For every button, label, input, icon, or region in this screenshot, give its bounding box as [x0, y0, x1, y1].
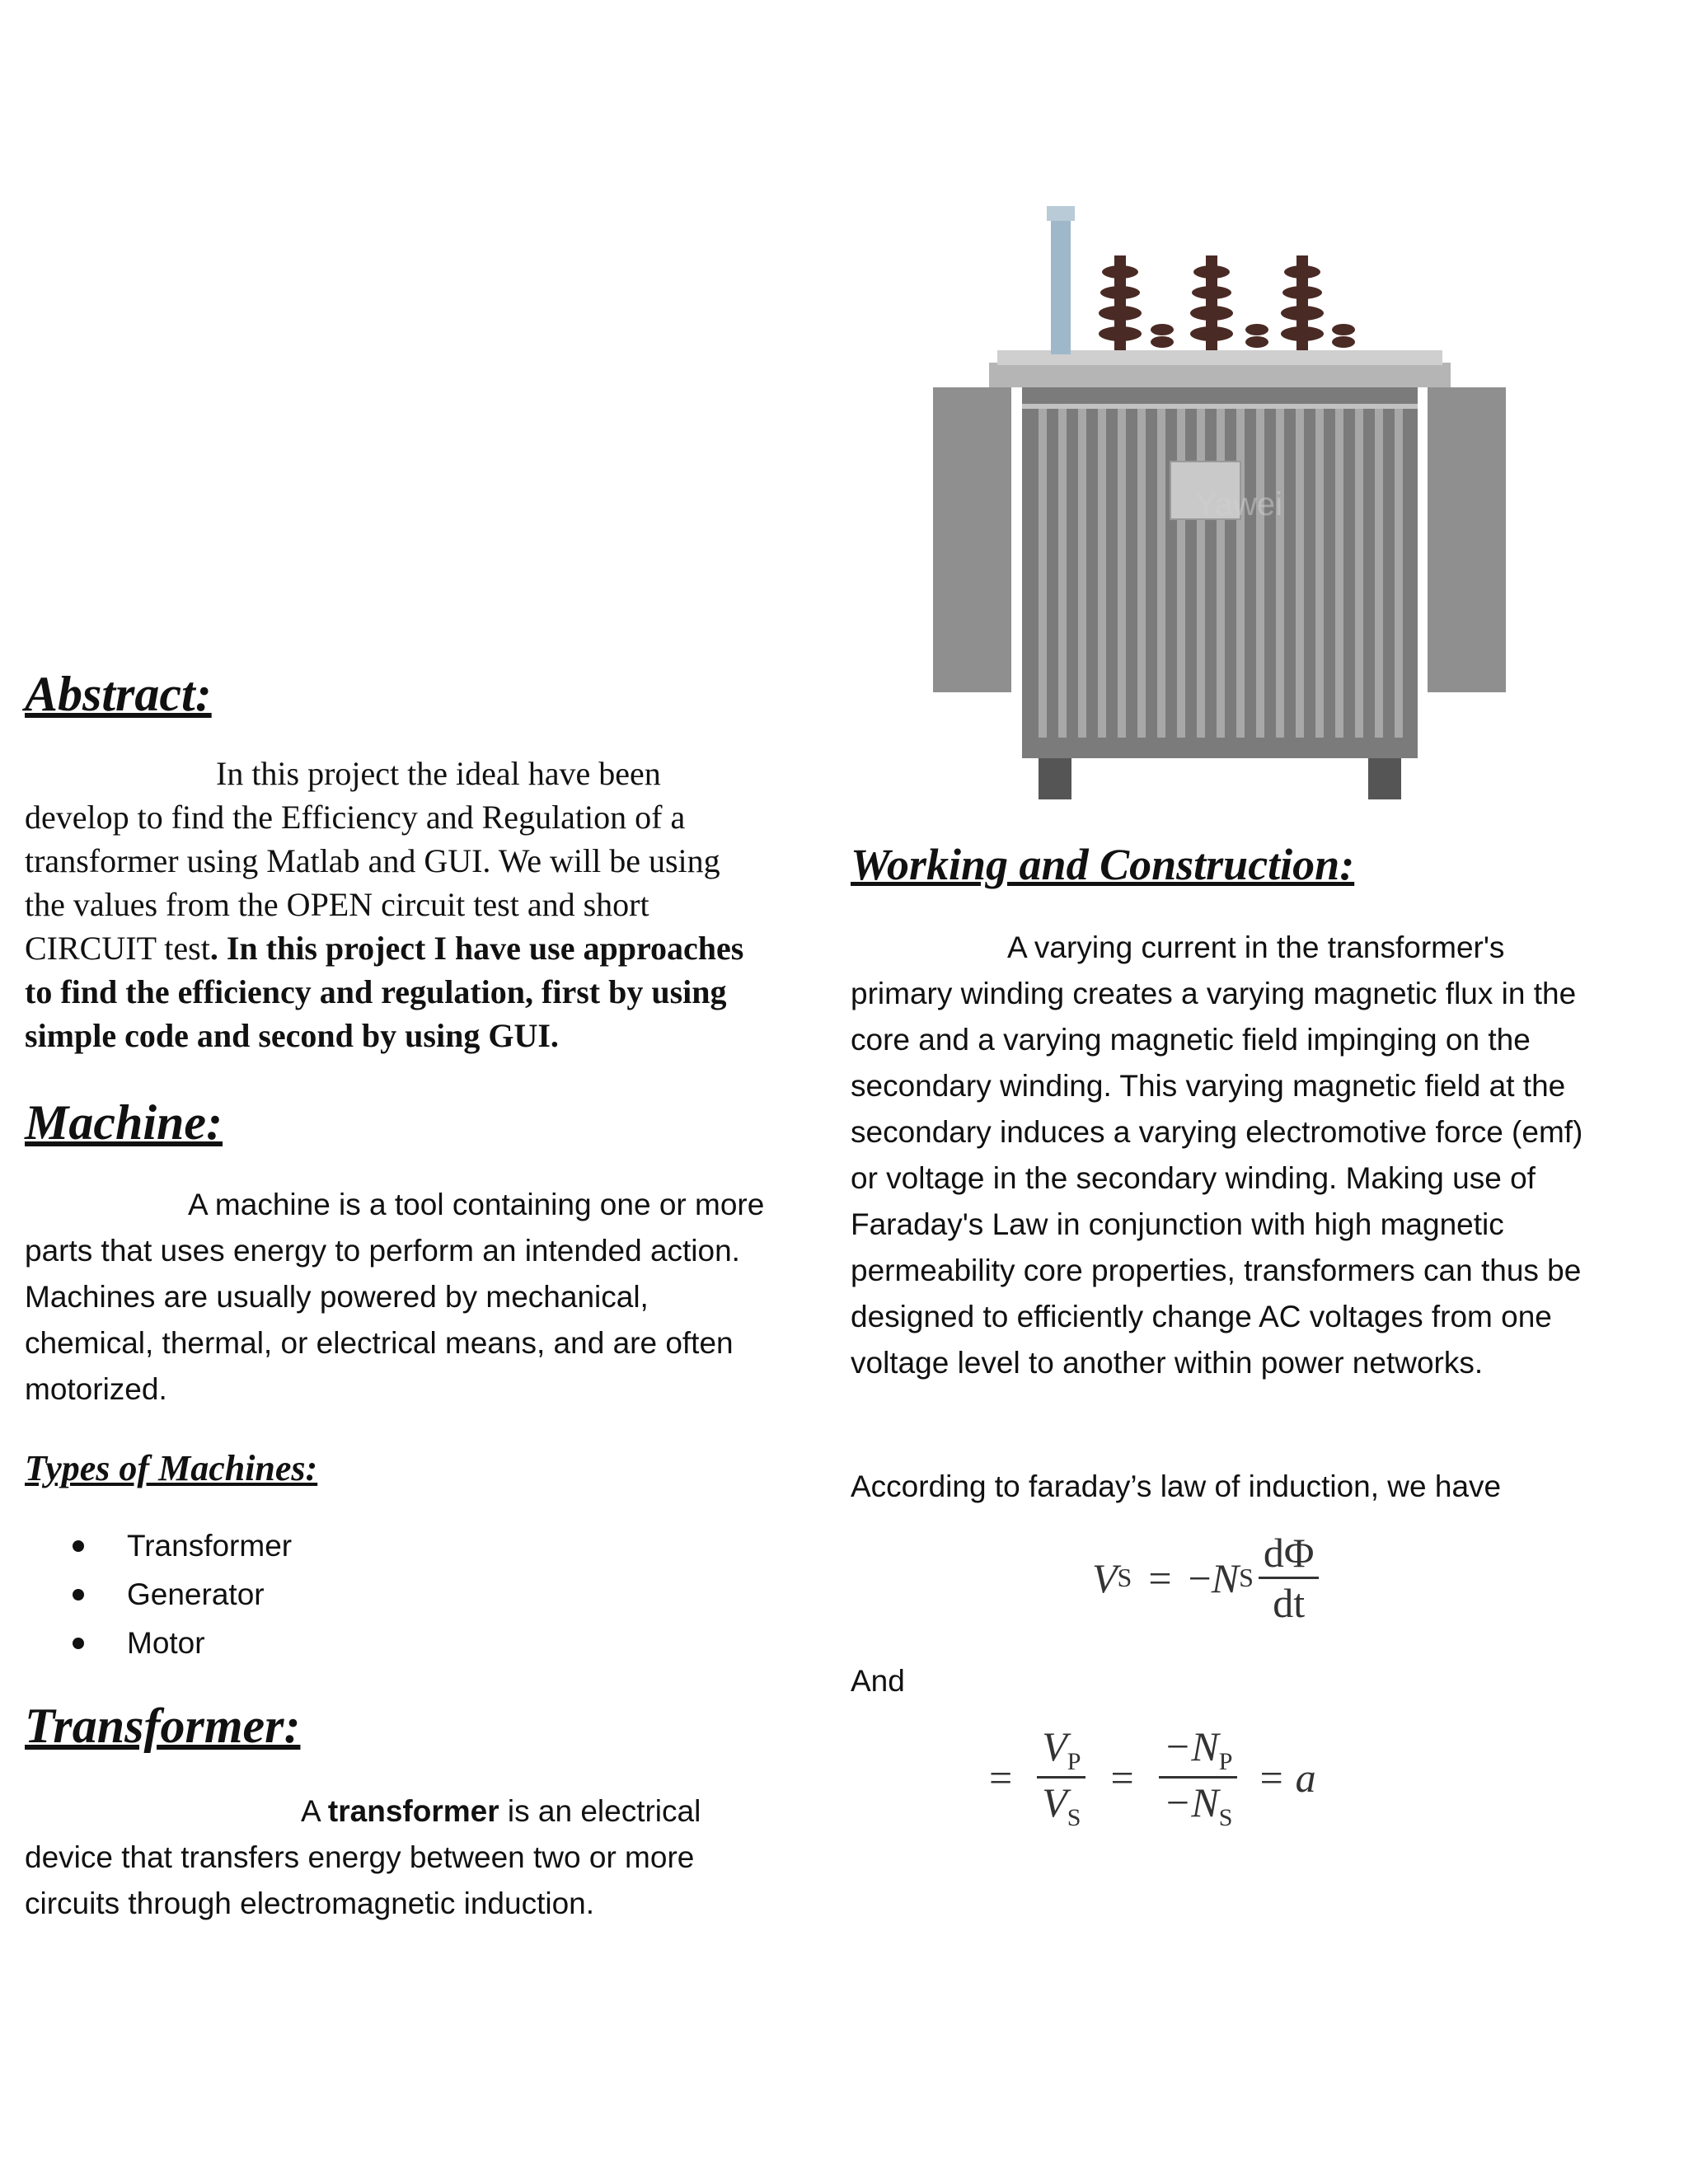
transformer-text: A transformer is an electrical device that transfers energy between two or more circuits through electromagnetic induction.	[25, 1794, 701, 1920]
working-heading: Working and Construction:	[851, 840, 1355, 889]
photo-watermark: Yawei	[1195, 486, 1282, 523]
list-item: Generator	[73, 1570, 292, 1619]
machine-heading: Machine:	[25, 1095, 223, 1150]
abstract-text	[25, 752, 767, 1057]
transformer-term: transformer	[327, 1794, 499, 1828]
machine-text	[25, 1182, 767, 1413]
transformer-photo	[923, 206, 1517, 808]
list-item: Motor	[73, 1619, 292, 1667]
equation-turns-ratio: = $\frac{V_P}{V_S}$ = $\frac{-N_P}{-N_S}$ = a	[989, 1723, 1316, 1831]
machine-text-body: A machine is a tool containing one or more parts that uses energy to perform an intended action. Machines are usually powered by mechanical, chemical, thermal, or electrical means, and are often motorized.	[25, 1188, 765, 1406]
faraday-text: According to faraday’s law of induction, we have	[851, 1469, 1502, 1503]
abstract-text-bold: . In this project I have use approaches to find the efficiency and regulation, first by using simple code and second by using GUI.	[25, 930, 744, 1054]
bullet-icon	[73, 1589, 84, 1601]
abstract-text-normal: In this project the ideal have been develop to find the Efficiency and Regulation of a transformer using Matlab and GUI. We will be using the values from the OPEN circuit test and short CIRCUIT test	[25, 755, 720, 967]
transformer-heading: Transformer:	[25, 1699, 301, 1753]
bullet-icon	[73, 1638, 84, 1649]
types-heading: Types of Machines:	[25, 1448, 318, 1488]
bullet-icon	[73, 1540, 84, 1552]
list-item: Transformer	[73, 1521, 292, 1570]
equation-faraday: V S = − N S $\frac{d\Phi}{dt}$	[1092, 1529, 1319, 1627]
abstract-heading: Abstract:	[25, 667, 212, 721]
working-text: A varying current in the transformer's primary winding creates a varying magnetic flux in the core and a varying magnetic field impinging on the secondary winding. This varying magnetic field at the secondary induces a varying electromotive force (emf) or voltage in the secondary winding. Making use of Faraday's Law in conjunction with high magnetic permeability core properties, transformers can thus be designed to efficiently change AC voltages from one voltage level to another within power networks.	[851, 930, 1583, 1380]
and-text: And	[851, 1664, 905, 1698]
machine-types-list	[73, 1521, 292, 1667]
transformer-illustration	[923, 206, 1517, 808]
